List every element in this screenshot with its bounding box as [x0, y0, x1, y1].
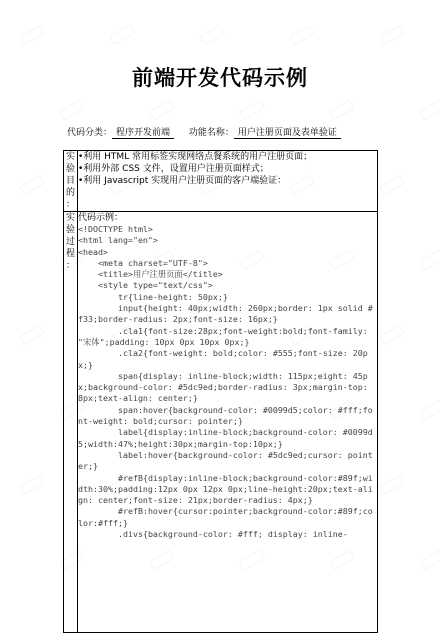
purpose-line: •利用 HTML 常用标签实现网络点餐系统的用户注册页面； [78, 152, 313, 162]
watermark-mark [59, 100, 85, 121]
watermark-mark [19, 25, 45, 46]
code-line: tr{line-height: 50px;} [78, 291, 228, 302]
purpose-content [78, 151, 378, 212]
watermark-mark [419, 250, 440, 271]
page-title: 前端开发代码示例 [132, 66, 308, 90]
category-label: 代码分类： [67, 128, 113, 138]
purpose-line: •利用外部 CSS 文件，设置用户注册页面样式； [78, 164, 269, 174]
watermark-mark [419, 400, 440, 421]
code-line: label:hover{background-color: #5dc9ed;cursor: pointer;} [78, 449, 373, 472]
experiment-table [63, 150, 378, 633]
watermark-mark [19, 325, 45, 346]
code-line: input{height: 40px;width: 260px;border: 1px solid #f33;border-radius: 2px;font-size: 16px;} [78, 303, 373, 325]
code-line: span{display: inline-block;width: 115px;eight: 45px;background-color: #5dc9ed;border-radius: 3px;margin-top: 8px;text-align: center;} [78, 370, 373, 404]
code-line: .cla2{font-weight: bold;color: #555;font-size: 20px;} [78, 348, 368, 370]
code-block [78, 224, 377, 540]
process-row [64, 212, 378, 633]
purpose-side-label: 实 验 目 的 ： [64, 151, 78, 212]
meta-line [67, 125, 353, 139]
code-line: span:hover{background-color: #0099d5;color: #fff;font-weight: bold;cursor: pointer;} [78, 404, 373, 427]
process-content [78, 212, 378, 633]
code-line: #refB{display:inline-block;background-color:#89f;width:30%;padding:12px 0px 12px 0px;line-height:20px;text-align: center;font-size: 21px;border-radius: 4px;} [78, 472, 373, 506]
process-side-label: 实 验 过 程 ： [64, 212, 78, 633]
watermark-mark [329, 100, 355, 121]
watermark-mark [289, 25, 315, 46]
watermark-mark [379, 475, 405, 496]
code-line: <html lang="en"> [78, 235, 158, 246]
watermark-mark [19, 175, 45, 196]
function-label: 功能名称： [188, 128, 234, 138]
code-line: <style type="text/css"> [78, 280, 213, 291]
code-line: <title>用户注册页面</title> [78, 269, 223, 280]
category-value: 程序开发前端 [112, 125, 174, 139]
watermark-mark [379, 175, 405, 196]
purpose-row [64, 151, 378, 212]
code-line: label{display:inline-block;background-color: #0099d5;width:47%;height:30px;margin-top:10px;} [78, 427, 373, 449]
watermark-mark [379, 325, 405, 346]
watermark-mark [149, 100, 175, 121]
watermark-mark [419, 550, 440, 571]
watermark-mark [19, 475, 45, 496]
code-line: .cla1{font-size:28px;font-weight:bold;font-family: "宋体";padding: 10px 0px 10px 0px;} [78, 325, 373, 347]
code-line: <meta charset="UTF-8"> [78, 257, 208, 268]
code-line: #refB:hover{cursor:pointer;background-color:#89f;color:#fff;} [78, 506, 373, 528]
watermark-mark [239, 100, 265, 121]
function-value: 用户注册页面及表单验证 [234, 125, 341, 139]
watermark-mark [109, 25, 135, 46]
code-line: .divs{background-color: #fff; display: inline- [78, 529, 348, 540]
code-label: 代码示例： [78, 213, 124, 223]
watermark-mark [419, 100, 440, 121]
watermark-mark [379, 25, 405, 46]
watermark-mark [199, 25, 225, 46]
code-line: <!DOCTYPE html> [78, 224, 153, 234]
code-line: <head> [78, 246, 108, 257]
purpose-line: •利用 Javascript 实现用户注册页面的客户端验证： [78, 176, 287, 186]
